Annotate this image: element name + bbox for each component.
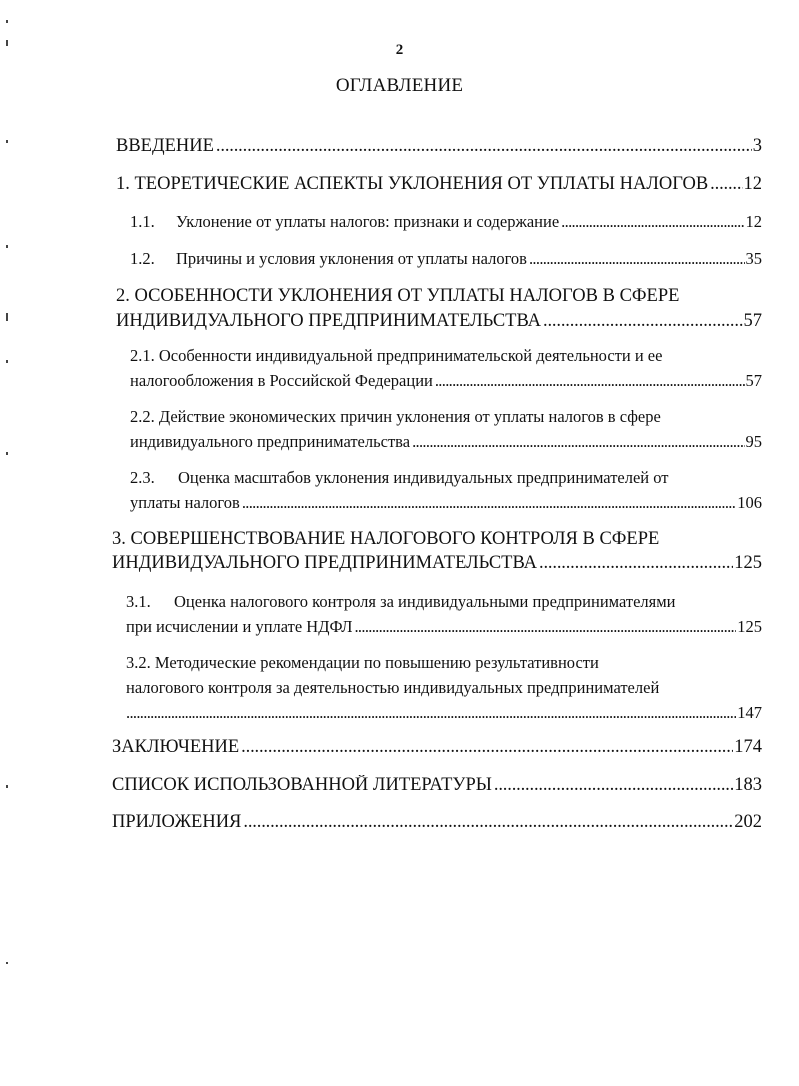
toc-page-number: 57 [743, 311, 762, 331]
toc-entry-section-2-1-line-1[interactable]: 2.1. Особенности индивидуальной предпринимательской деятельности и ее [130, 346, 663, 365]
toc-entry-intro[interactable] [116, 136, 762, 157]
toc-entry-section-3-2-line-2[interactable]: налогового контроля за деятельностью индивидуальных предпринимателей [126, 678, 660, 697]
toc-page-number: 125 [737, 617, 762, 636]
dot-leader [126, 703, 736, 723]
toc-page-number: 95 [745, 432, 762, 451]
toc-entry-chapter-2[interactable] [116, 311, 762, 332]
toc-page-number: 3 [752, 136, 762, 156]
toc-entry-chapter-3[interactable] [112, 553, 762, 574]
dot-leader [243, 812, 733, 833]
page-number: 2 [395, 42, 404, 58]
toc-entry-section-3-1-line-1[interactable] [126, 592, 676, 612]
toc-entry-chapter-1[interactable] [116, 174, 762, 195]
toc-entry-title: Оценка налогового контроля за индивидуальными предпринимателями [174, 592, 676, 611]
scan-artifact [6, 962, 8, 964]
toc-entry-section-2-3[interactable] [130, 493, 762, 513]
toc-entry-conclusion[interactable] [112, 737, 762, 758]
toc-page-number: 57 [745, 371, 762, 390]
toc-entry-title: ВВЕДЕНИЕ [116, 136, 214, 156]
scan-artifact [6, 20, 8, 23]
toc-page-number: 35 [745, 249, 762, 268]
scan-artifact [6, 313, 8, 321]
toc-page-number: 12 [743, 174, 762, 194]
toc-entry-title: индивидуального предпринимательства [130, 432, 411, 451]
toc-entry-section-3-2[interactable] [126, 703, 762, 723]
scan-artifact [6, 360, 8, 363]
toc-entry-title: Оценка масштабов уклонения индивидуальных предпринимателей от [178, 468, 669, 487]
toc-entry-section-2-2-line-1[interactable]: 2.2. Действие экономических причин уклонения от уплаты налогов в сфере [130, 407, 661, 426]
scan-artifact [6, 40, 8, 46]
dot-leader [241, 737, 733, 758]
toc-entry-title: ИНДИВИДУАЛЬНОГО ПРЕДПРИНИМАТЕЛЬСТВА [116, 311, 542, 331]
toc-entry-section-3-1[interactable] [126, 617, 762, 637]
dot-leader [242, 493, 736, 513]
toc-entry-section-2-3-line-1[interactable] [130, 468, 669, 488]
toc-entry-section-2-1[interactable] [130, 371, 762, 391]
dot-leader [529, 249, 745, 269]
dot-leader [494, 775, 733, 796]
scan-artifact [6, 140, 8, 143]
dot-leader [412, 432, 744, 452]
toc-entry-references[interactable] [112, 775, 762, 796]
section-number: 3.1. [126, 592, 151, 611]
toc-entry-title: Уклонение от уплаты налогов: признаки и содержание [176, 212, 560, 231]
scan-artifact [6, 245, 8, 248]
dot-leader [435, 371, 745, 391]
toc-entry-title: налогообложения в Российской Федерации [130, 371, 433, 390]
toc-entry-chapter-2-line-1[interactable]: 2. ОСОБЕННОСТИ УКЛОНЕНИЯ ОТ УПЛАТЫ НАЛОГОВ В СФЕРЕ [116, 286, 680, 306]
dot-leader [216, 136, 752, 157]
toc-entry-title: ИНДИВИДУАЛЬНОГО ПРЕДПРИНИМАТЕЛЬСТВА [112, 553, 538, 573]
toc-entry-section-1-1[interactable] [130, 212, 762, 232]
toc-entry-title: ПРИЛОЖЕНИЯ [112, 812, 242, 832]
toc-entry-title: при исчислении и уплате НДФЛ [126, 617, 353, 636]
toc-entry-appendices[interactable] [112, 812, 762, 833]
toc-entry-title: ЗАКЛЮЧЕНИЕ [112, 737, 240, 757]
section-number: 1.1. [130, 212, 155, 231]
section-number: 2.3. [130, 468, 155, 487]
toc-entry-title: уплаты налогов [130, 493, 240, 512]
toc-page-number: 183 [734, 775, 762, 795]
dot-leader [543, 311, 742, 332]
toc-page-number: 202 [734, 812, 762, 832]
toc-page-number: 174 [734, 737, 762, 757]
toc-entry-chapter-3-line-1[interactable]: 3. СОВЕРШЕНСТВОВАНИЕ НАЛОГОВОГО КОНТРОЛЯ В СФЕРЕ [112, 529, 660, 549]
dot-leader [539, 553, 733, 574]
scan-artifact [6, 785, 8, 788]
toc-page-number: 125 [734, 553, 762, 573]
page-title: ОГЛАВЛЕНИЕ [335, 75, 464, 96]
toc-entry-title: 1. ТЕОРЕТИЧЕСКИЕ АСПЕКТЫ УКЛОНЕНИЯ ОТ УПЛАТЫ НАЛОГОВ [116, 174, 709, 194]
toc-entry-title: Причины и условия уклонения от уплаты налогов [176, 249, 527, 268]
toc-entry-section-1-2[interactable] [130, 249, 762, 269]
dot-leader [561, 212, 744, 232]
toc-page-number: 106 [737, 493, 762, 512]
dot-leader [354, 617, 736, 637]
toc-entry-section-2-2[interactable] [130, 432, 762, 452]
toc-page-number: 12 [745, 212, 762, 231]
toc-page-number: 147 [737, 703, 762, 722]
scan-artifact [6, 452, 8, 455]
toc-entry-title: СПИСОК ИСПОЛЬЗОВАННОЙ ЛИТЕРАТУРЫ [112, 775, 492, 795]
toc-entry-section-3-2-line-1[interactable]: 3.2. Методические рекомендации по повышению результативности [126, 653, 599, 672]
dot-leader [710, 174, 742, 195]
section-number: 1.2. [130, 249, 155, 268]
